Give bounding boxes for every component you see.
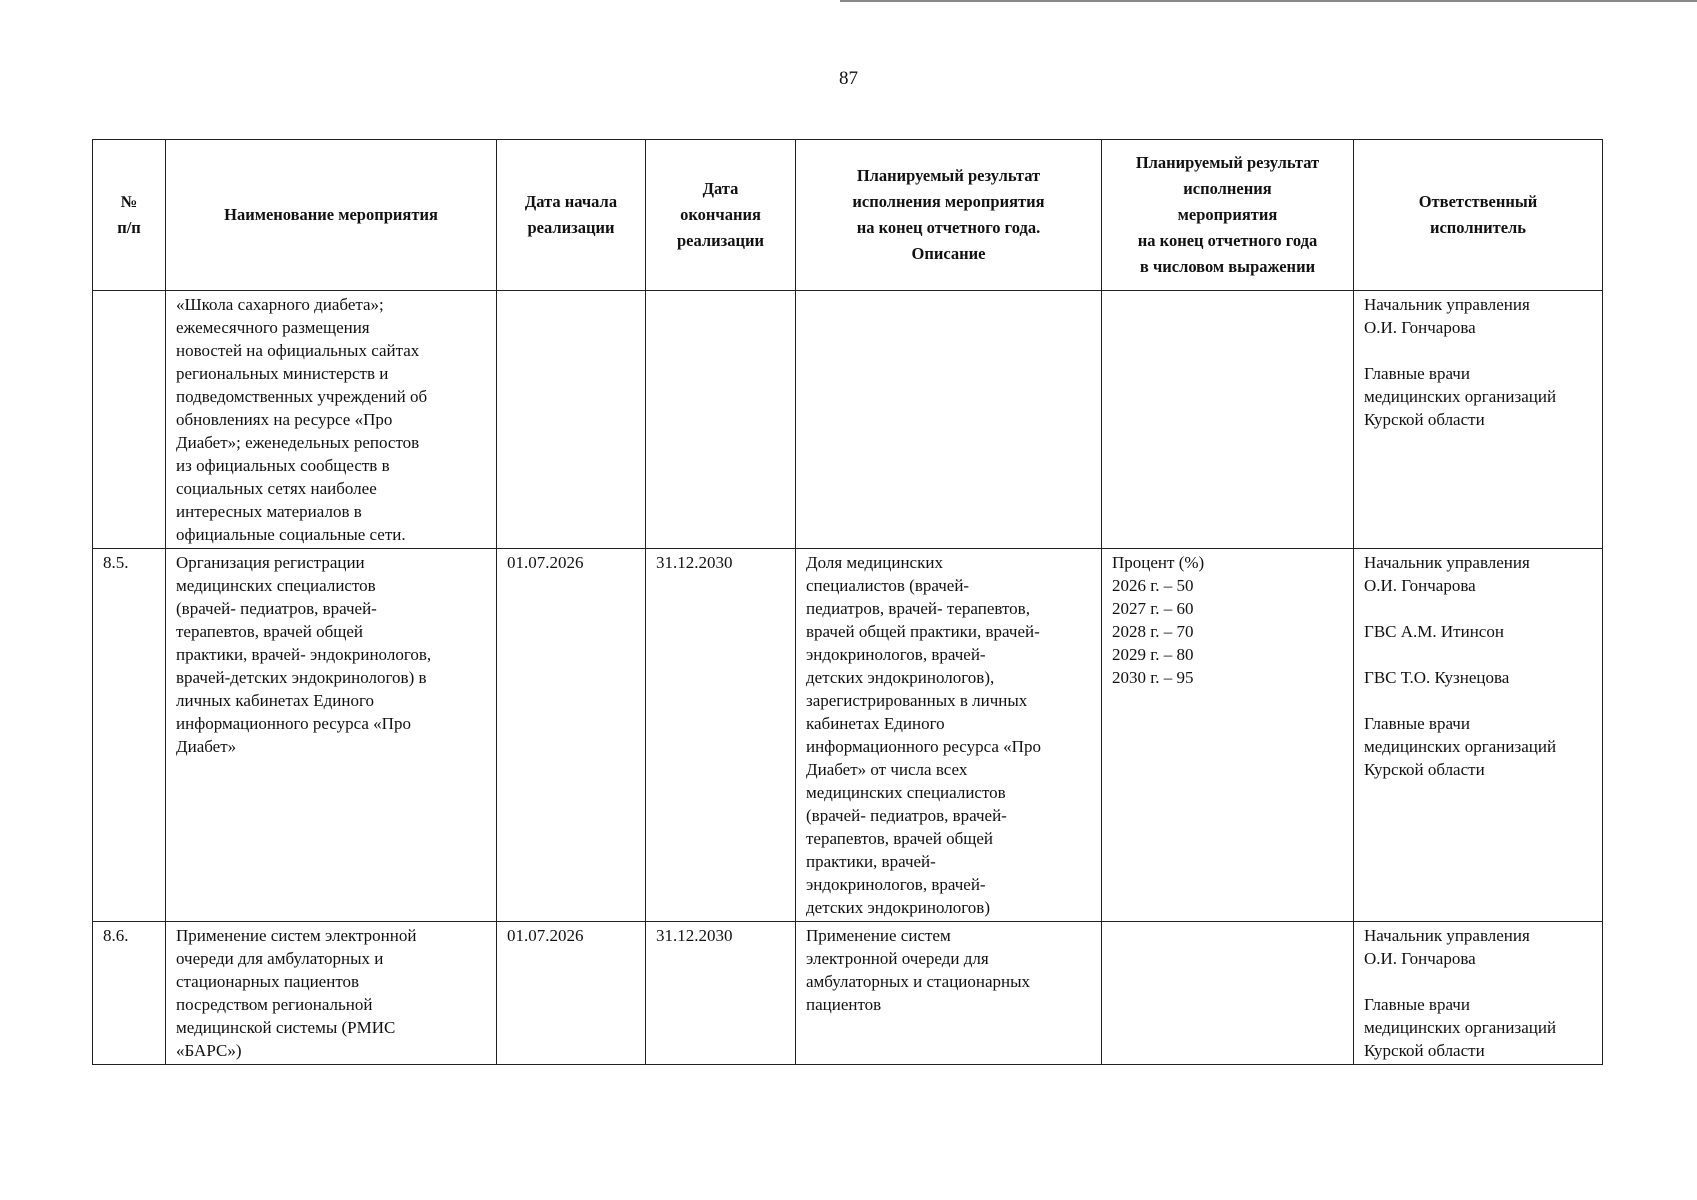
text-line: Описание <box>911 244 986 263</box>
line-gap <box>1364 597 1592 620</box>
text-line: Дата <box>702 179 739 198</box>
text-line: на конец отчетного года <box>1137 231 1318 250</box>
cell-start-date: 01.07.2026 <box>497 922 646 1065</box>
text-line: специалистов (врачей- <box>806 576 970 595</box>
text-line: Применение систем <box>806 926 951 945</box>
text-line: в числовом выражении <box>1139 257 1316 276</box>
header-number <box>93 140 166 291</box>
text-line: 2029 г. – 80 <box>1112 645 1194 664</box>
cell-number: 8.5. <box>93 549 166 922</box>
header-name <box>166 140 497 291</box>
text-line: Диабет» <box>176 737 237 756</box>
cell-result-numeric <box>1102 922 1354 1065</box>
text-line: эндокринологов, врачей- <box>806 645 986 664</box>
text-line: Главные врачи <box>1364 995 1470 1014</box>
table-header-row <box>93 140 1603 291</box>
cell-result-numeric <box>1102 549 1354 922</box>
cell-name <box>166 291 497 549</box>
line-gap <box>1364 339 1592 362</box>
text-line: Наименование мероприятия <box>224 205 438 224</box>
text-line: личных кабинетах Единого <box>176 691 375 710</box>
text-line: Планируемый результат <box>1135 153 1320 172</box>
text-line: Диабет»; еженедельных репостов <box>176 433 420 452</box>
text-line: Курской области <box>1364 760 1485 779</box>
cell-result-numeric <box>1102 291 1354 549</box>
text-line: новостей на официальных сайтах <box>176 341 420 360</box>
line-gap <box>1364 689 1592 712</box>
text-line: Курской области <box>1364 1041 1485 1060</box>
text-line: терапевтов, врачей общей <box>176 622 363 641</box>
cell-responsible <box>1354 291 1603 549</box>
text-line: интересных материалов в <box>176 502 362 521</box>
text-line: Главные врачи <box>1364 714 1470 733</box>
text-line: детских эндокринологов), <box>806 668 995 687</box>
text-line: (врачей- педиатров, врачей- <box>806 806 1007 825</box>
cell-number <box>93 291 166 549</box>
text-line: 2030 г. – 95 <box>1112 668 1194 687</box>
text-line: Организация регистрации <box>176 553 365 572</box>
text-line: пациентов <box>806 995 882 1014</box>
text-line: обновлениях на ресурсе «Про <box>176 410 393 429</box>
text-line: региональных министерств и <box>176 364 389 383</box>
text-line: О.И. Гончарова <box>1364 318 1476 337</box>
text-line: врачей общей практики, врачей- <box>806 622 1040 641</box>
header-planned-result-numeric <box>1102 140 1354 291</box>
table-row <box>93 922 1603 1065</box>
cell-end-date: 31.12.2030 <box>646 922 796 1065</box>
cell-result-description <box>796 549 1102 922</box>
text-line: ГВС Т.О. Кузнецова <box>1364 668 1510 687</box>
text-line: 2027 г. – 60 <box>1112 599 1194 618</box>
text-line: исполнения мероприятия <box>852 192 1045 211</box>
text-line: медицинских специалистов <box>176 576 376 595</box>
line-gap <box>1364 970 1592 993</box>
header-planned-result-description <box>796 140 1102 291</box>
text-line: очереди для амбулаторных и <box>176 949 384 968</box>
text-line: Главные врачи <box>1364 364 1470 383</box>
text-line: информационного ресурса «Про <box>806 737 1041 756</box>
text-line: «Школа сахарного диабета»; <box>176 295 384 314</box>
text-line: № <box>120 192 138 211</box>
text-line: 2026 г. – 50 <box>1112 576 1194 595</box>
text-line: реализации <box>527 218 615 237</box>
cell-responsible <box>1354 549 1603 922</box>
cell-result-description <box>796 922 1102 1065</box>
text-line: Ответственный <box>1418 192 1538 211</box>
line-gap <box>1364 643 1592 666</box>
text-line: кабинетах Единого <box>806 714 945 733</box>
text-line: на конец отчетного года. <box>856 218 1041 237</box>
text-line: Начальник управления <box>1364 553 1530 572</box>
text-line: подведомственных учреждений об <box>176 387 428 406</box>
text-line: информационного ресурса «Про <box>176 714 411 733</box>
plan-table <box>92 139 1603 1065</box>
header-responsible <box>1354 140 1603 291</box>
text-line: исполнитель <box>1429 218 1527 237</box>
text-line: амбулаторных и стационарных <box>806 972 1031 991</box>
text-line: исполнения <box>1183 179 1272 198</box>
text-line: Дата начала <box>524 192 618 211</box>
cell-end-date <box>646 291 796 549</box>
page-number: 87 <box>839 68 858 89</box>
text-line: детских эндокринологов) <box>806 898 990 917</box>
cell-start-date <box>497 291 646 549</box>
text-line: электронной очереди для <box>806 949 989 968</box>
text-line: стационарных пациентов <box>176 972 360 991</box>
text-line: социальных сетях наиболее <box>176 479 377 498</box>
text-line: официальные социальные сети. <box>176 525 406 544</box>
text-line: Процент (%) <box>1112 553 1205 572</box>
text-line: педиатров, врачей- терапевтов, <box>806 599 1030 618</box>
text-line: медицинской системы (РМИС <box>176 1018 396 1037</box>
text-line: 2028 г. – 70 <box>1112 622 1194 641</box>
text-line: Планируемый результат <box>856 166 1041 185</box>
cell-result-description <box>796 291 1102 549</box>
text-line: зарегистрированных в личных <box>806 691 1028 710</box>
text-line: «БАРС») <box>176 1041 242 1060</box>
text-line: практики, врачей- <box>806 852 936 871</box>
text-line: О.И. Гончарова <box>1364 949 1476 968</box>
text-line: ГВС А.М. Итинсон <box>1364 622 1504 641</box>
text-line: ежемесячного размещения <box>176 318 370 337</box>
cell-number: 8.6. <box>93 922 166 1065</box>
text-line: Применение систем электронной <box>176 926 417 945</box>
header-end-date <box>646 140 796 291</box>
table-row <box>93 291 1603 549</box>
text-line: реализации <box>676 231 765 250</box>
text-line: (врачей- педиатров, врачей- <box>176 599 377 618</box>
cell-name <box>166 922 497 1065</box>
text-line: врачей-детских эндокринологов) в <box>176 668 427 687</box>
text-line: Доля медицинских <box>806 553 943 572</box>
text-line: медицинских организаций <box>1364 387 1557 406</box>
text-line: Диабет» от числа всех <box>806 760 968 779</box>
text-line: посредством региональной <box>176 995 373 1014</box>
text-line: практики, врачей- эндокринологов, <box>176 645 432 664</box>
text-line: О.И. Гончарова <box>1364 576 1476 595</box>
text-line: медицинских специалистов <box>806 783 1006 802</box>
cell-responsible <box>1354 922 1603 1065</box>
text-line: медицинских организаций <box>1364 737 1557 756</box>
text-line: из официальных сообществ в <box>176 456 390 475</box>
header-start-date <box>497 140 646 291</box>
text-line: п/п <box>117 218 141 237</box>
text-line: мероприятия <box>1177 205 1278 224</box>
table-row <box>93 549 1603 922</box>
text-line: эндокринологов, врачей- <box>806 875 986 894</box>
cell-end-date: 31.12.2030 <box>646 549 796 922</box>
text-line: Начальник управления <box>1364 295 1530 314</box>
top-rule <box>840 0 1697 2</box>
text-line: Начальник управления <box>1364 926 1530 945</box>
text-line: медицинских организаций <box>1364 1018 1557 1037</box>
cell-start-date: 01.07.2026 <box>497 549 646 922</box>
text-line: Курской области <box>1364 410 1485 429</box>
text-line: терапевтов, врачей общей <box>806 829 993 848</box>
text-line: окончания <box>680 205 761 224</box>
cell-name <box>166 549 497 922</box>
